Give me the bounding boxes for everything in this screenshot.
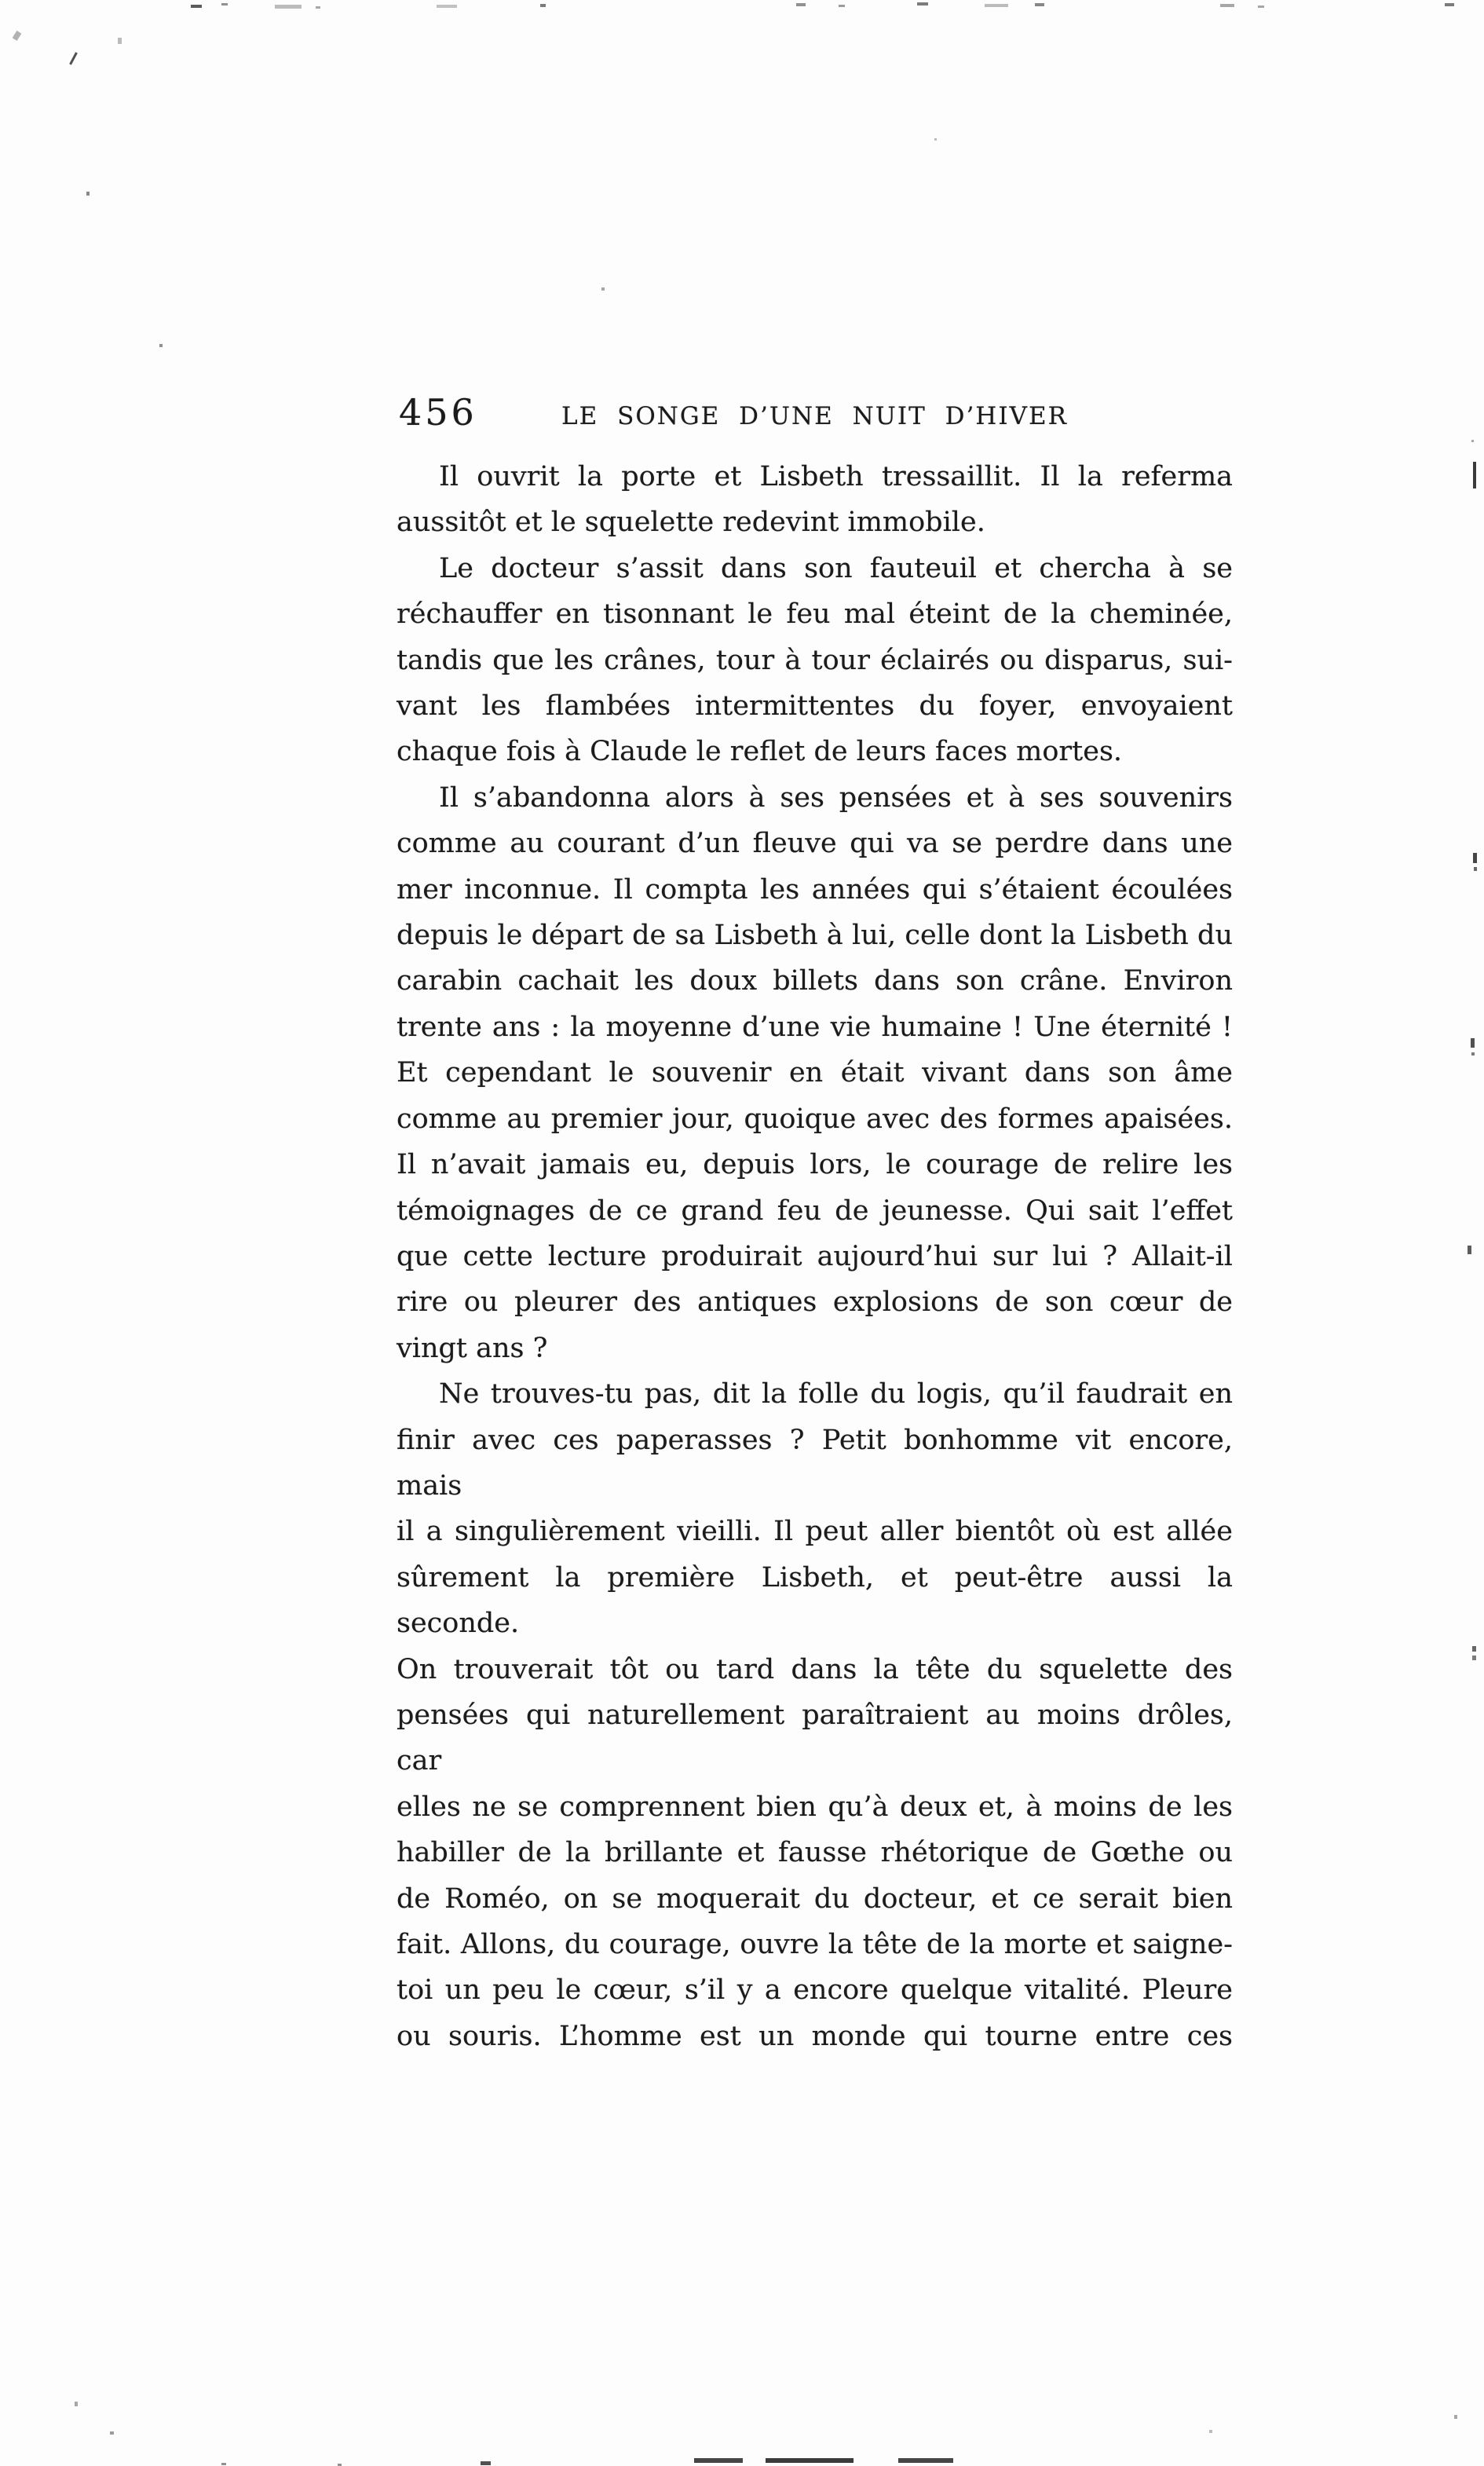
text-line: Il ouvrit la porte et Lisbeth tressaillit. Il la referma <box>439 461 1233 492</box>
scan-speck <box>934 138 937 141</box>
text-line: il a singulièrement vieilli. Il peut aller bientôt où est allée <box>397 1516 1233 1548</box>
scan-speck <box>1209 2430 1212 2433</box>
text-line: Le docteur s’assit dans son fauteuil et chercha à se <box>439 552 1233 584</box>
text-line: chaque fois à Claude le reflet de leurs faces mortes. <box>397 736 1123 768</box>
text-line: rire ou pleurer des antiques explosions de son cœur de <box>397 1286 1233 1319</box>
scan-speck <box>86 192 90 196</box>
scan-speck <box>69 52 78 64</box>
text-line: Il s’abandonna alors à ses pensées et à ses souvenirs <box>439 781 1233 814</box>
scan-speck <box>1473 462 1476 488</box>
scan-speck <box>1258 5 1264 8</box>
text-line: Ne trouves-tu pas, dit la folle du logis, qu’il faudrait en <box>439 1378 1233 1410</box>
scan-speck <box>481 2461 491 2465</box>
text-line: trente ans : la moyenne d’une vie humaine ! Une éternité ! <box>397 1011 1233 1043</box>
scan-speck <box>1220 4 1234 7</box>
text-line: comme au premier jour, quoique avec des formes apaisées. <box>397 1103 1233 1135</box>
scan-speck <box>985 4 1008 7</box>
text-line: pensées qui naturellement paraîtraient au moins drôles, car <box>397 1699 1233 1777</box>
scan-speck <box>191 5 202 8</box>
scan-speck <box>1471 1052 1475 1056</box>
text-line: témoignages de ce grand feu de jeunesse. Qui sait l’effet <box>397 1195 1233 1227</box>
scan-speck <box>601 287 605 291</box>
scan-speck <box>221 3 228 5</box>
text-line: depuis le départ de sa Lisbeth à lui, celle dont la Lisbeth du <box>397 920 1233 952</box>
text-line: ou souris. L’homme est un monde qui tourne entre ces <box>397 2020 1233 2052</box>
scan-speck <box>766 2458 853 2463</box>
text-line: de Roméo, on se moquerait du docteur, et ce serait bien <box>397 1882 1233 1915</box>
scan-speck <box>437 5 457 8</box>
scan-speck <box>316 6 320 9</box>
scan-speck <box>1445 3 1454 6</box>
scan-speck <box>221 2463 226 2465</box>
scan-speck <box>1472 1646 1476 1652</box>
running-title: LE SONGE D’UNE NUIT D’HIVER <box>561 402 1068 430</box>
text-line: fait. Allons, du courage, ouvre la tête de la morte et saigne- <box>397 1929 1233 1960</box>
scan-speck <box>796 3 806 6</box>
scan-speck <box>540 4 546 7</box>
text-line: vant les flambées intermittentes du foyer, envoyaient <box>397 690 1233 723</box>
scan-speck <box>1035 3 1044 6</box>
scan-speck <box>1472 1656 1476 1660</box>
text-line: réchauffer en tisonnant le feu mal éteint de la cheminée, <box>397 598 1233 631</box>
text-line: Il n’avait jamais eu, depuis lors, le courage de relire les <box>397 1149 1233 1181</box>
scan-speck <box>917 2 928 5</box>
scan-speck <box>1474 867 1477 871</box>
scan-speck <box>1468 1246 1471 1254</box>
scan-speck <box>839 5 845 7</box>
scan-speck <box>1471 440 1474 442</box>
text-line: finir avec ces paperasses ? Petit bonhomme vit encore, mais <box>397 1424 1233 1502</box>
scan-speck <box>1473 853 1477 863</box>
text-line: On trouverait tôt ou tard dans la tête du squelette des <box>397 1653 1233 1685</box>
scan-speck <box>110 2431 114 2435</box>
scan-speck <box>1471 1038 1475 1048</box>
text-line: Et cependant le souvenir en était vivant dans son âme <box>397 1057 1233 1089</box>
text-line: vingt ans ? <box>397 1332 548 1364</box>
page-number: 456 <box>399 391 477 434</box>
text-line: elles ne se comprennent bien qu’à deux et, à moins de les <box>397 1791 1233 1823</box>
text-line: comme au courant d’un fleuve qui va se perdre dans une <box>397 828 1233 860</box>
text-line: carabin cachait les doux billets dans son crâne. Environ <box>397 965 1233 997</box>
text-line: tandis que les crânes, tour à tour éclairés ou disparus, sui- <box>397 644 1233 676</box>
text-line: que cette lecture produirait aujourd’hui sur lui ? Allait-il <box>397 1240 1233 1272</box>
page-body-text <box>397 454 1233 2059</box>
scan-speck <box>118 38 122 44</box>
scan-speck <box>1454 2415 1457 2419</box>
scan-speck <box>159 344 163 347</box>
scan-speck <box>694 2458 743 2463</box>
text-line: habiller de la brillante et fausse rhétorique de Gœthe ou <box>397 1837 1233 1869</box>
scan-speck <box>898 2458 953 2463</box>
text-line: sûrement la première Lisbeth, et peut-être aussi la seconde. <box>397 1561 1233 1640</box>
text-line: aussitôt et le squelette redevint immobile. <box>397 507 985 539</box>
text-line: mer inconnue. Il compta les années qui s’étaient écoulées <box>397 873 1233 906</box>
scan-speck <box>275 5 302 9</box>
text-line: toi un peu le cœur, s’il y a encore quelque vitalité. Pleure <box>397 1974 1233 2007</box>
scan-speck <box>13 31 22 41</box>
scan-speck <box>75 2402 78 2406</box>
